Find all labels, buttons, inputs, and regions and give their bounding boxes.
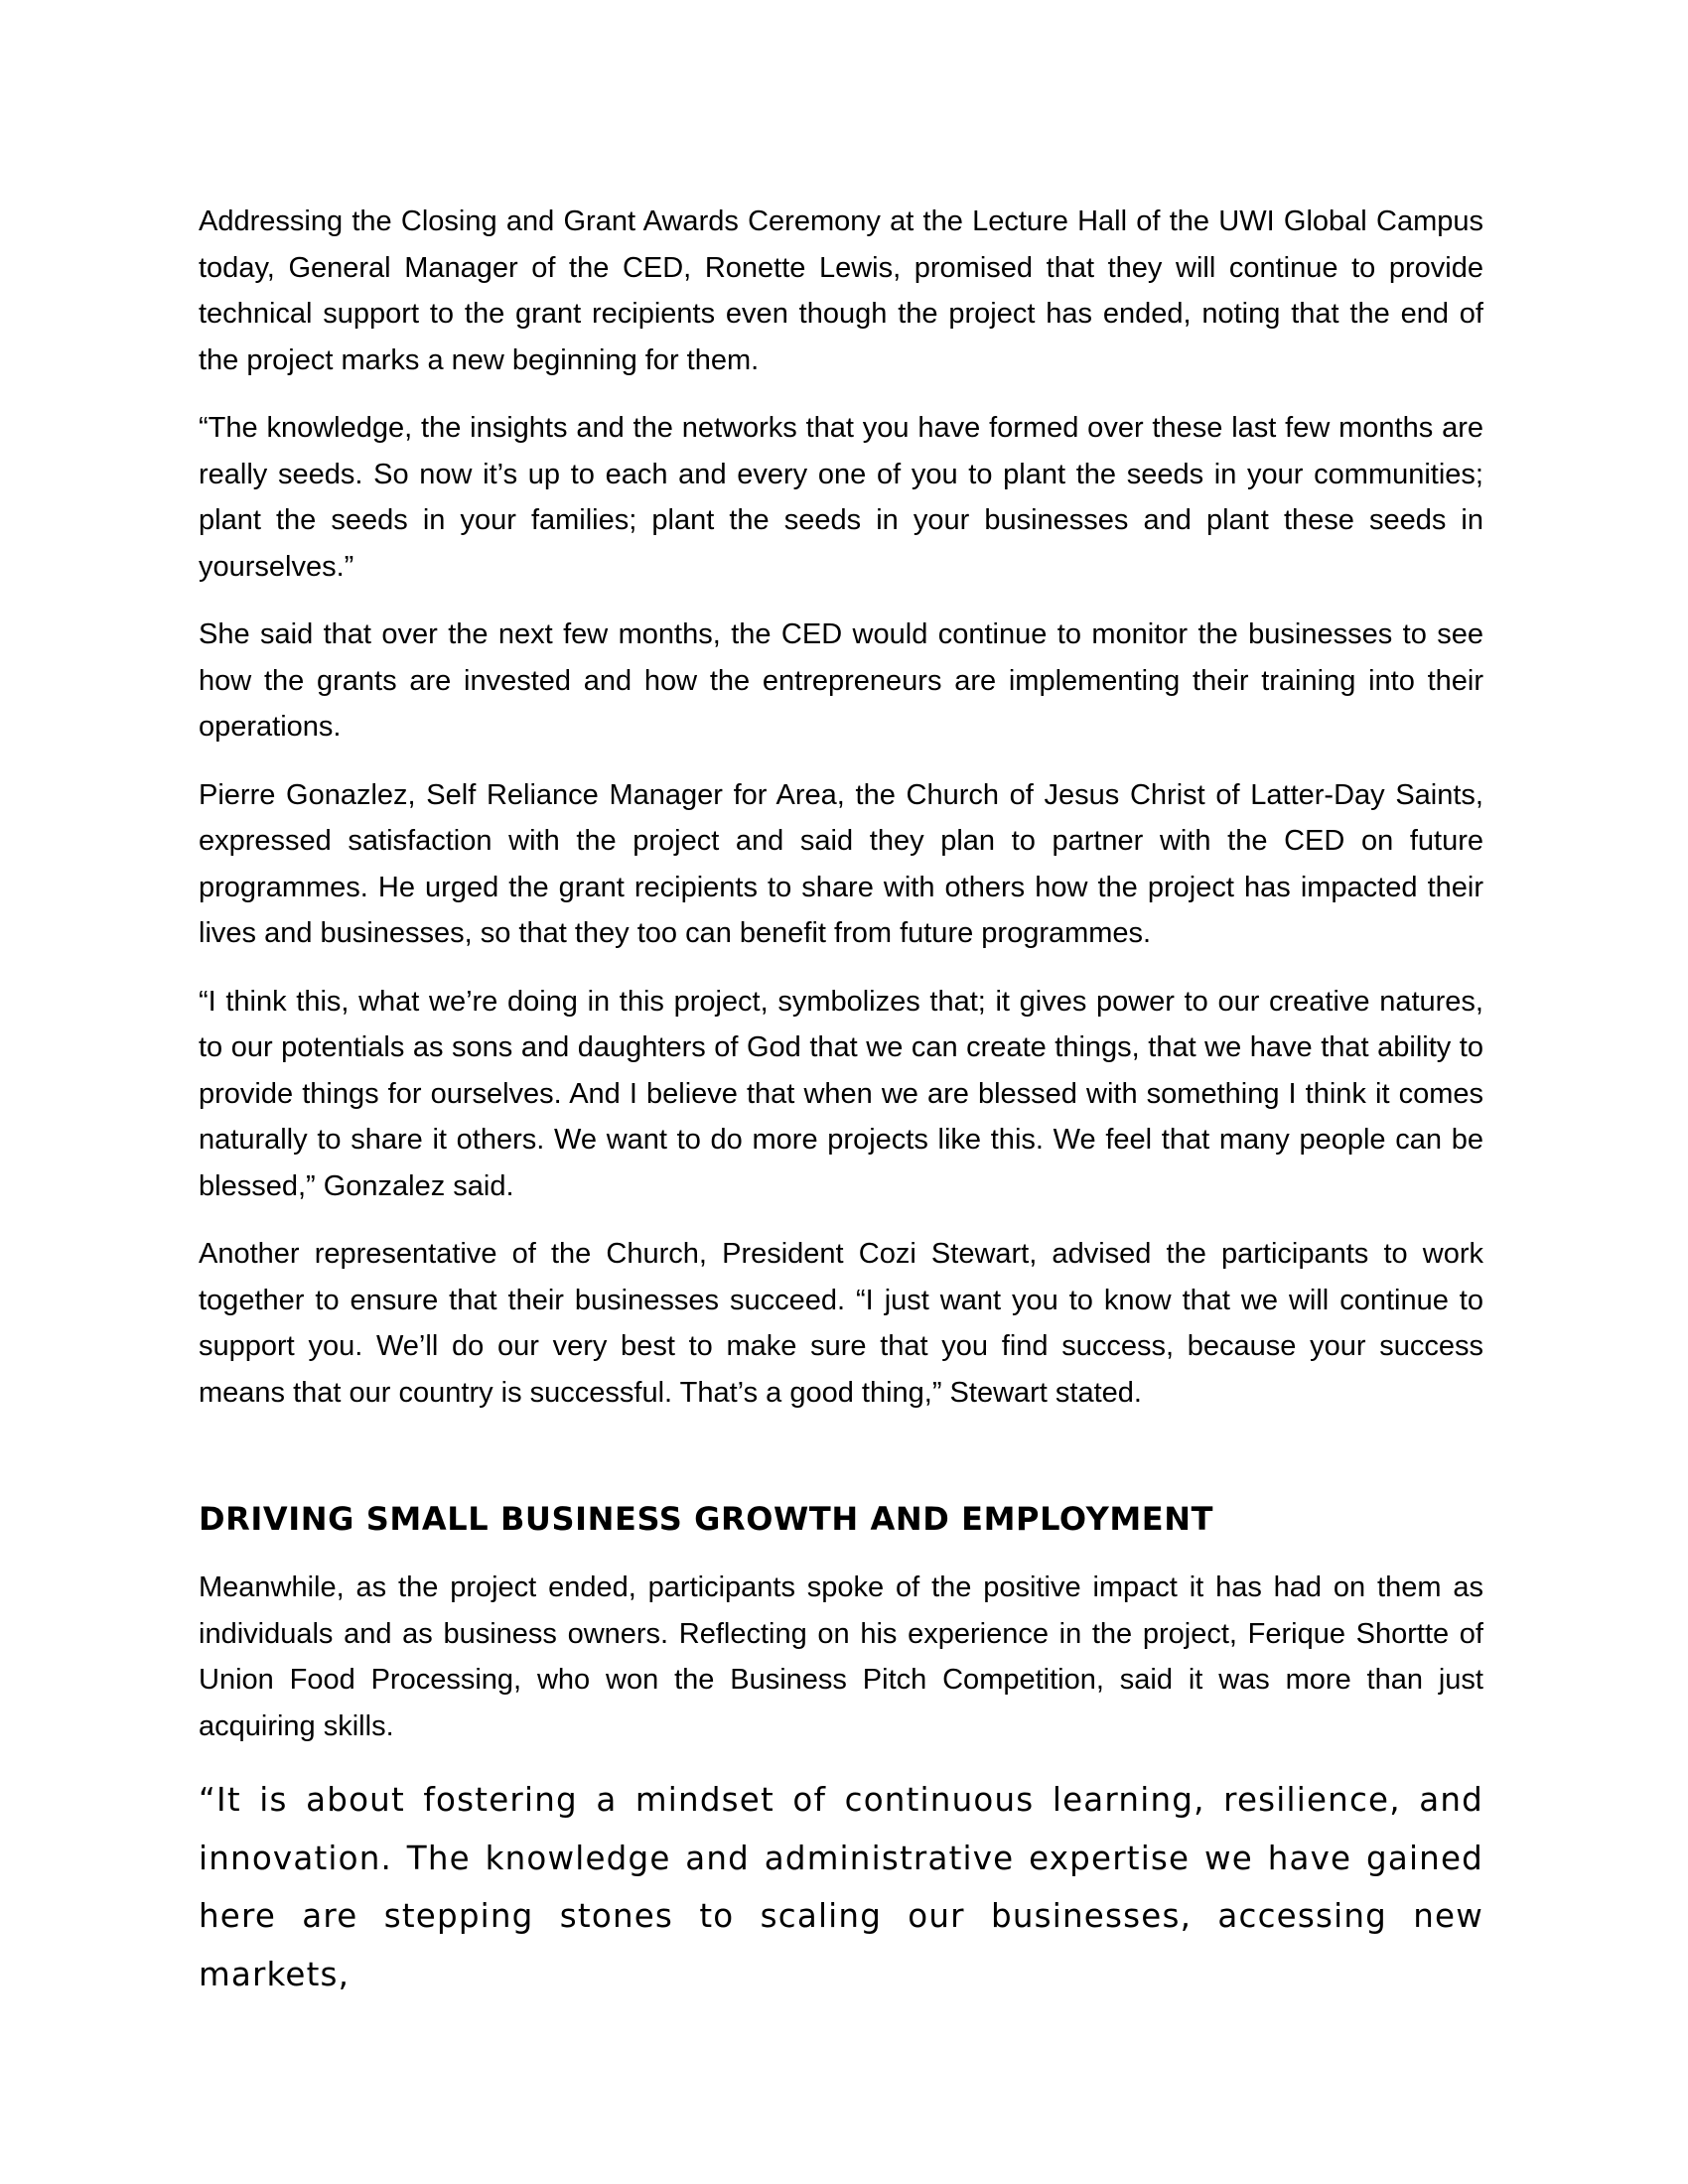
paragraph-gonzalez-quote: “I think this, what we’re doing in this project, symbolizes that; it gives power to our creative natures, to our potentials as sons and daughters of God that we can create things, that we have that ability to provide things for ourselves. And I believe that when we are blessed with something I think it comes naturally to share it others. We want to do more projects like this. We feel that many people can be blessed,” Gonzalez said. — [199, 985, 1483, 1202]
paragraph-stewart: Another representative of the Church, President Cozi Stewart, advised the participants to work together to ensure that their businesses succeed. “I just want you to know that we will continue to support you. We’ll do our very best to make sure that you find success, because your success means that our country is successful. That’s a good thing,” Stewart stated. — [199, 1238, 1483, 1409]
paragraph-shortte-quote: “It is about fostering a mindset of continuous learning, resilience, and innovation. The knowledge and administrative expertise we have gained here are stepping stones to scaling our businesses, accessing new markets, — [199, 1781, 1483, 1993]
document-body — [199, 199, 1483, 2003]
paragraph-participants: Meanwhile, as the project ended, participants spoke of the positive impact it has had on them as individuals and as business owners. Reflecting on his experience in the project, Ferique Shortte of Union Food Processing, who won the Business Pitch Competition, said it was more than just acquiring skills. — [199, 1571, 1483, 1742]
paragraph-ceremony: Addressing the Closing and Grant Awards Ceremony at the Lecture Hall of the UWI Global Campus today, General Manager of the CED, Ronette Lewis, promised that they will continue to provide technical support to the grant recipients even though the project has ended, noting that the end of the project marks a new beginning for them. — [199, 205, 1483, 376]
section-heading: DRIVING SMALL BUSINESS GROWTH AND EMPLOYMENT — [199, 1500, 1214, 1538]
paragraph-gonzalez: Pierre Gonazlez, Self Reliance Manager for Area, the Church of Jesus Christ of Latter-Day Saints, expressed satisfaction with the project and said they plan to partner with the CED on future programmes. He urged the grant recipients to share with others how the project has impacted their lives and businesses, so that they too can benefit from future programmes. — [199, 778, 1483, 949]
paragraph-lewis-quote: “The knowledge, the insights and the networks that you have formed over these last few months are really seeds. So now it’s up to each and every one of you to plant the seeds in your communities; plant the seeds in your families; plant the seeds in your businesses and plant these seeds in yourselves.” — [199, 412, 1483, 583]
paragraph-monitoring: She said that over the next few months, the CED would continue to monitor the businesses to see how the grants are invested and how the entrepreneurs are implementing their training into their operations. — [199, 618, 1483, 743]
